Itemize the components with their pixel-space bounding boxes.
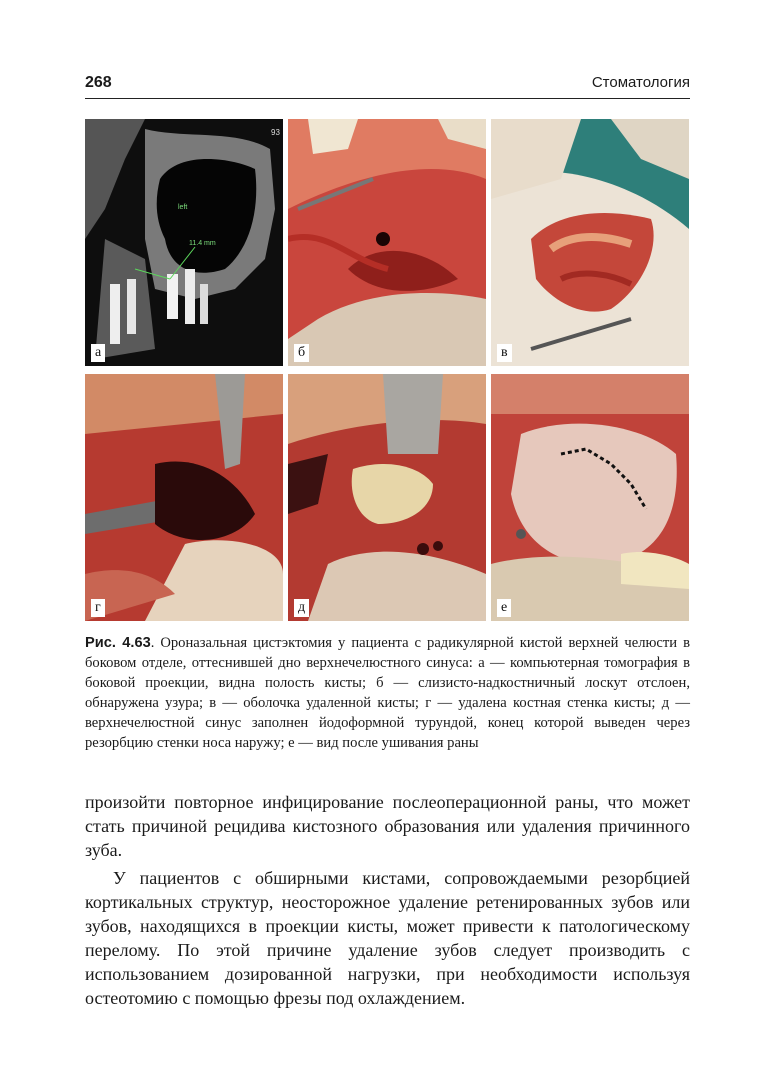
figure-panel-v-photo — [491, 119, 689, 366]
ct-side-label: left — [178, 204, 188, 211]
panel-label-g: г — [91, 599, 105, 617]
figure-panel-a-ct-scan — [85, 119, 283, 366]
panel-label-a: а — [91, 344, 105, 362]
paragraph-2: У пациентов с обширными кистами, сопровождаемыми резорбцией кортикальных структур, неосторожное удаление ретенированных зубов или зубов, находящихся в проекции кисты, может привести к патологическому перелому. По этой причине удаление зубов следует производить с использованием дозированной нагрузки, при необходимости используя остеотомию с помощью фрезы под охлаждением. — [85, 868, 690, 1008]
section-title: Стоматология — [591, 74, 690, 91]
ct-measure-label: 11.4 mm — [189, 240, 216, 247]
ct-corner-label: 93 — [271, 128, 280, 137]
figure-panel-b-photo — [288, 119, 486, 366]
figure-ref: Рис. 4.63 — [85, 635, 151, 651]
figure-panel-d-photo — [288, 374, 486, 621]
panel-label-b: б — [294, 344, 309, 362]
body-text — [85, 790, 690, 1010]
page-header — [85, 74, 690, 96]
paragraph-1: произойти повторное инфицирование послеоперационной раны, что может стать причиной рецидива кистозного образования или удаления причинного зуба. — [85, 792, 690, 860]
panel-label-e: е — [497, 599, 511, 617]
figure-panel-e-photo — [491, 374, 689, 621]
page-number: 268 — [85, 74, 112, 91]
figure-panel-g-photo — [85, 374, 283, 621]
header-rule — [85, 98, 690, 99]
caption-text: . Ороназальная цистэктомия у пациента с радикулярной кистой верхней челюсти в боковом отделе, оттеснившей дно верхнечелюстного синуса: а — компьютерная томография в боковой проекции, видна полость кисты; б — слизисто-надкостничный лоскут отслоен, обнаружена узура; в — оболочка удаленной кисты; г — удалена костная стенка кисты; д — верхнечелюстной синус заполнен йодоформной турундой, конец которой выведен через резорбцию стенки носа наружу; е — вид после ушивания раны — [85, 635, 690, 751]
panel-label-v: в — [497, 344, 512, 362]
figure-caption — [85, 633, 690, 753]
panel-label-d: д — [294, 599, 309, 617]
